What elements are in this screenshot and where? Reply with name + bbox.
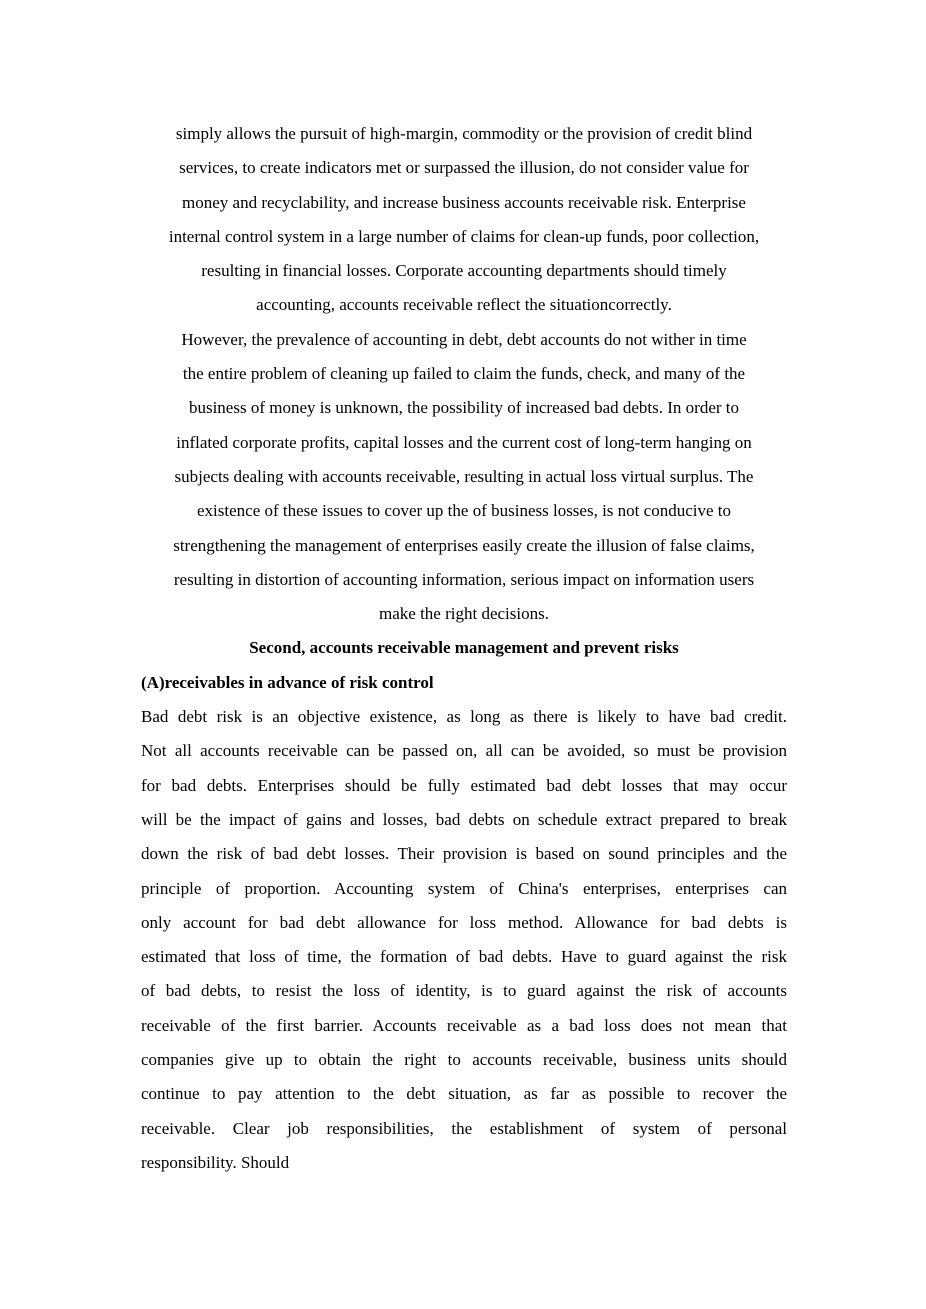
text-line: continue to pay attention to the debt situation, as far as possible to recover the — [141, 1084, 787, 1104]
text-line: for bad debts. Enterprises should be fully estimated bad debt losses that may occur — [141, 775, 787, 795]
text-line: Not all accounts receivable can be passed on, all can be avoided, so must be provision — [141, 741, 787, 761]
text-line: will be the impact of gains and losses, bad debts on schedule extract prepared to break — [141, 809, 787, 829]
subsection-heading: (A)receivables in advance of risk control — [141, 672, 434, 692]
text-line: existence of these issues to cover up the of business losses, is not conducive to — [197, 501, 731, 521]
text-line: resulting in financial losses. Corporate accounting departments should timely — [201, 261, 727, 281]
text-line: the entire problem of cleaning up failed to claim the funds, check, and many of the — [182, 364, 746, 384]
text-line: inflated corporate profits, capital losses and the current cost of long-term hanging on — [176, 432, 752, 452]
text-line: simply allows the pursuit of high-margin, commodity or the provision of credit blind — [175, 124, 753, 143]
paragraph-2 — [141, 323, 787, 632]
text-line: estimated that loss of time, the formation of bad debts. Have to guard against the risk — [141, 947, 787, 967]
text-line: down the risk of bad debt losses. Their provision is based on sound principles and the — [141, 844, 787, 864]
text-line: Bad debt risk is an objective existence, as long as there is likely to have bad credit. — [141, 707, 787, 727]
text-line: principle of proportion. Accounting system of China's enterprises, enterprises can — [141, 878, 787, 898]
text-line: services, to create indicators met or surpassed the illusion, do not consider value for — [179, 158, 749, 178]
text-line: of bad debts, to resist the loss of identity, is to guard against the risk of accounts — [141, 981, 787, 1001]
text-line: money and recyclability, and increase business accounts receivable risk. Enterprise — [182, 192, 746, 212]
text-line: accounting, accounts receivable reflect the situationcorrectly. — [256, 295, 672, 315]
text-line: internal control system in a large number of claims for clean-up funds, poor collection, — [168, 226, 760, 246]
page-content — [141, 117, 787, 1180]
text-line: However, the prevalence of accounting in debt, debt accounts do not wither in time — [181, 329, 747, 349]
text-line: only account for bad debt allowance for loss method. Allowance for bad debts is — [141, 912, 787, 932]
text-line: receivable of the first barrier. Accounts receivable as a bad loss does not mean that — [141, 1015, 787, 1035]
text-line: receivable. Clear job responsibilities, the establishment of system of personal — [141, 1118, 787, 1138]
text-line: responsibility. Should — [141, 1152, 290, 1172]
text-line: business of money is unknown, the possibility of increased bad debts. In order to — [188, 398, 740, 418]
text-line: make the right decisions. — [379, 604, 549, 624]
paragraph-1 — [141, 117, 787, 323]
text-line: strengthening the management of enterprises easily create the illusion of false claims, — [173, 535, 755, 555]
text-line: subjects dealing with accounts receivable, resulting in actual loss virtual surplus. The — [174, 466, 754, 486]
text-line: resulting in distortion of accounting information, serious impact on information users — [173, 569, 755, 589]
paragraph-3 — [141, 700, 787, 1180]
section-heading: Second, accounts receivable management and prevent risks — [249, 638, 679, 658]
text-line: companies give up to obtain the right to accounts receivable, business units should — [141, 1050, 787, 1070]
